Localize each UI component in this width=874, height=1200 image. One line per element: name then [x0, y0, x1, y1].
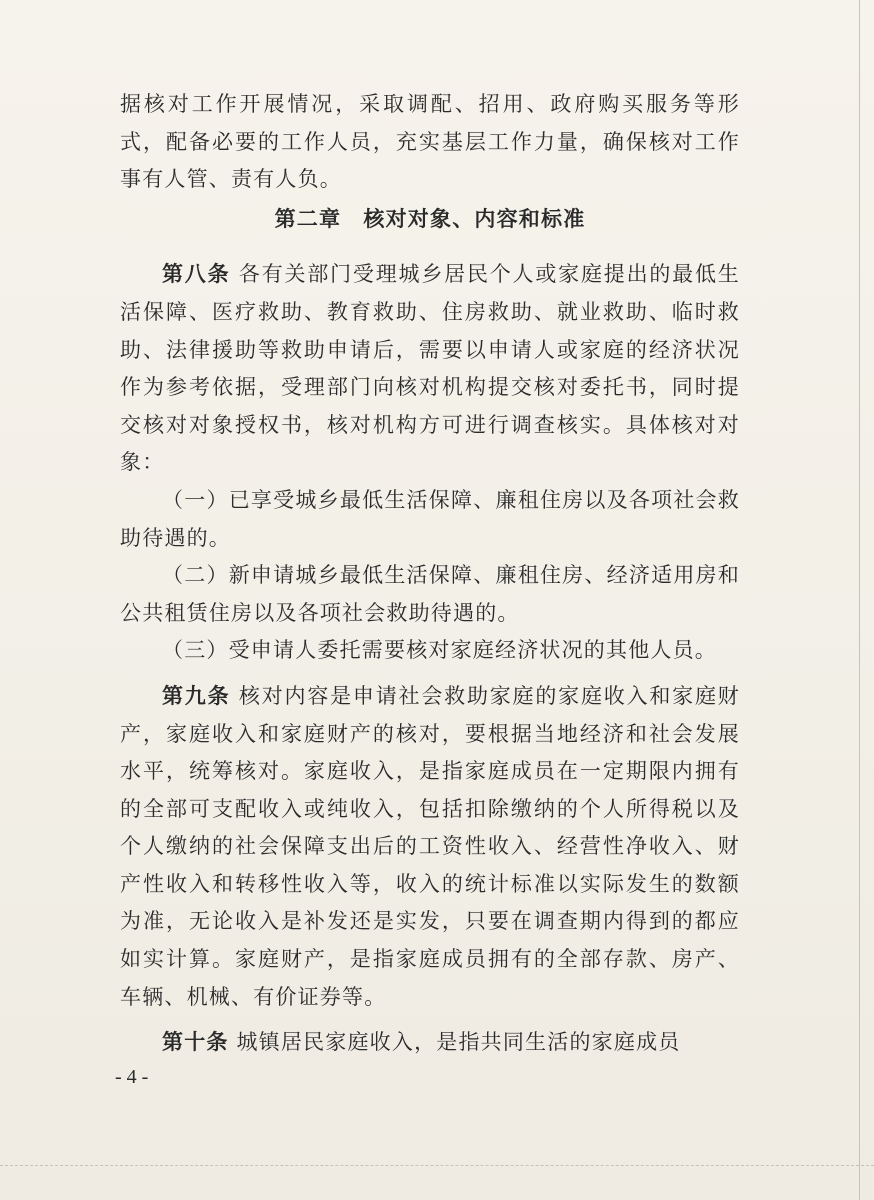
article-10-text: 城镇居民家庭收入，是指共同生活的家庭成员: [228, 1030, 681, 1055]
article-10: [120, 1024, 740, 1062]
page-edge-bottom: [0, 1165, 874, 1166]
article-10-label: 第十条: [162, 1030, 229, 1055]
article-9-label: 第九条: [162, 683, 231, 708]
article-8-item-1: （一）已享受城乡最低生活保障、廉租住房以及各项社会救助待遇的。: [120, 487, 740, 550]
article-8-text: 各有关部门受理城乡居民个人或家庭提出的最低生活保障、医疗救助、教育救助、住房救助、就业救助、临时救助、法律援助等救助申请后，需要以申请人或家庭的经济状况作为参考依据，受理部门向核对机构提交核对委托书，同时提交核对对象授权书，核对机构方可进行调查核实。具体核对对象：: [120, 262, 740, 475]
page-number: - 4 -: [115, 1066, 149, 1088]
article-9-text: 核对内容是申请社会救助家庭的家庭收入和家庭财产，家庭收入和家庭财产的核对，要根据当地经济和社会发展水平，统筹核对。家庭收入，是指家庭成员在一定期限内拥有的全部可支配收入或纯收入，包括扣除缴纳的个人所得税以及个人缴纳的社会保障支出后的工资性收入、经营性净收入、财产性收入和转移性收入等，收入的统计标准以实际发生的数额为准，无论收入是补发还是实发，只要在调查期内得到的都应如实计算。家庭财产，是指家庭成员拥有的全部存款、房产、车辆、机械、有价证券等。: [120, 683, 740, 1009]
document-body: [120, 86, 740, 1062]
article-9: [120, 678, 740, 1016]
article-8: [120, 256, 740, 482]
chapter-title: 第二章 核对对象、内容和标准: [274, 206, 586, 231]
paragraph-continuation: 据核对工作开展情况，采取调配、招用、政府购买服务等形式，配备必要的工作人员，充实基层工作力量，确保核对工作事有人管、责有人负。: [120, 92, 740, 192]
page-edge-right: [859, 0, 860, 1200]
article-8-label: 第八条: [162, 262, 231, 287]
article-8-item-3: （三）受申请人委托需要核对家庭经济状况的其他人员。: [162, 638, 717, 663]
article-8-item-2: （二）新申请城乡最低生活保障、廉租住房、经济适用房和公共租赁住房以及各项社会救助待遇的。: [120, 563, 740, 625]
